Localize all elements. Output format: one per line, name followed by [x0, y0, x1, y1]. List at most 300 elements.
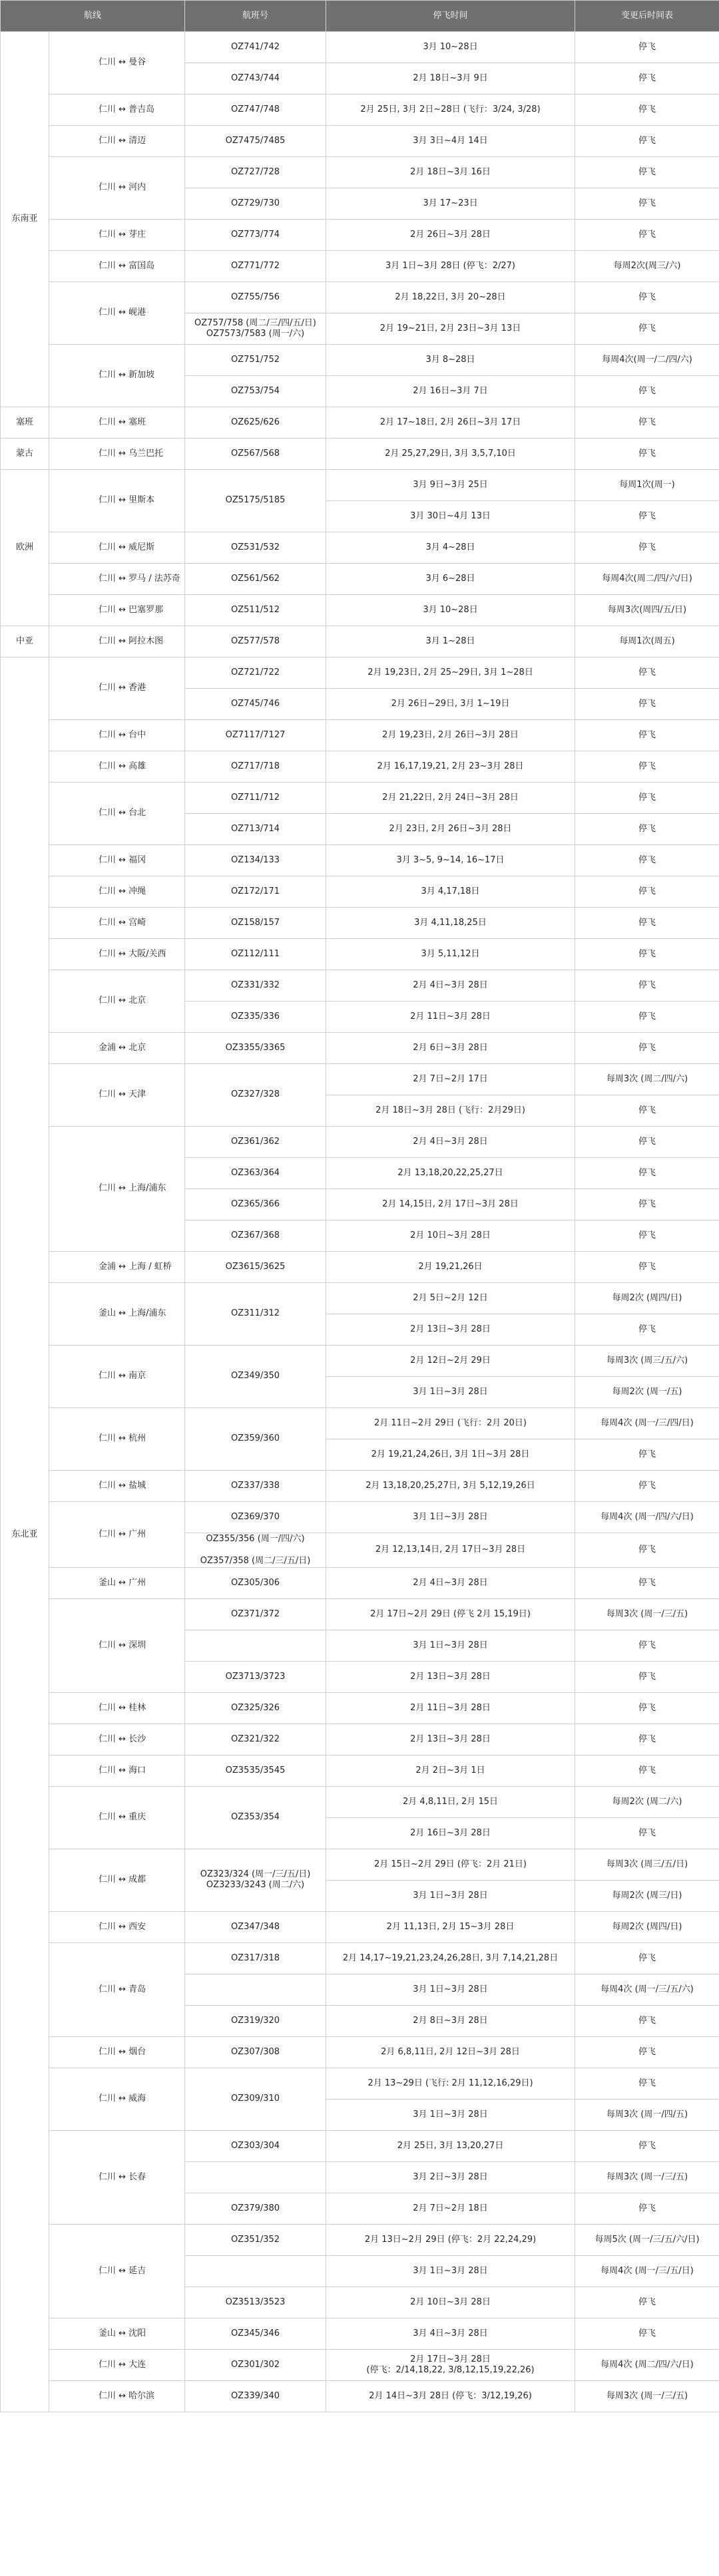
flight-cell: OZ339/340	[185, 2380, 326, 2412]
route-cell: 仁川 ↔ 富国岛	[49, 251, 185, 282]
schedule-cell: 停飞	[575, 751, 719, 783]
flight-cell: OZ311/312	[185, 1283, 326, 1346]
suspension-cell: 3月 10~28日	[326, 32, 575, 63]
schedule-cell: 停飞	[575, 1095, 719, 1127]
table-row	[1, 1942, 719, 1974]
flight-cell: OZ349/350	[185, 1346, 326, 1408]
table-row	[1, 595, 719, 626]
region-cell: 东南亚	[1, 32, 49, 407]
route-cell: 仁川 ↔ 南京	[49, 1346, 185, 1408]
route-cell: 仁川 ↔ 长春	[49, 2130, 185, 2224]
table-header-row	[1, 1, 719, 32]
schedule-cell: 停飞	[575, 1439, 719, 1471]
table-row	[1, 220, 719, 251]
flight-cell: OZ307/308	[185, 2036, 326, 2068]
route-cell: 仁川 ↔ 北京	[49, 970, 185, 1033]
route-cell: 仁川 ↔ 香港	[49, 657, 185, 720]
table-row	[1, 720, 719, 751]
flight-cell: OZ367/368	[185, 1220, 326, 1252]
flight-cell: OZ561/562	[185, 564, 326, 595]
suspension-cell: 2月 25日, 3月 13,20,27日	[326, 2130, 575, 2161]
table-row	[1, 657, 719, 689]
route-cell: 仁川 ↔ 桂林	[49, 1692, 185, 1724]
table-row	[1, 126, 719, 157]
flight-cell: OZ172/171	[185, 876, 326, 908]
suspension-cell: 2月 25,27,29日, 3月 3,5,7,10日	[326, 439, 575, 470]
schedule-cell: 停飞	[575, 2005, 719, 2036]
flight-cell: OZ3513/3523	[185, 2287, 326, 2318]
schedule-cell: 停飞	[575, 439, 719, 470]
suspension-cell: 3月 4日~3月 28日	[326, 2318, 575, 2349]
schedule-cell: 每周1次(周一)	[575, 470, 719, 501]
schedule-cell: 停飞	[575, 376, 719, 407]
schedule-cell: 停飞	[575, 1033, 719, 1064]
flight-cell: OZ567/568	[185, 439, 326, 470]
route-cell: 仁川 ↔ 哈尔滨	[49, 2380, 185, 2412]
flight-cell: OZ3615/3625	[185, 1252, 326, 1283]
schedule-cell: 每周2次(周三/六)	[575, 251, 719, 282]
route-cell: 仁川 ↔ 台中	[49, 720, 185, 751]
flight-cell: OZ321/322	[185, 1724, 326, 1755]
route-cell: 金浦 ↔ 北京	[49, 1033, 185, 1064]
suspension-cell: 2月 26日~3月 28日	[326, 220, 575, 251]
flight-cell: OZ745/746	[185, 689, 326, 720]
table-row	[1, 1849, 719, 1880]
suspension-cell: 2月 19,21,24,26日, 3月 1日~3月 28日	[326, 1439, 575, 1471]
flight-cell: OZ5175/5185	[185, 470, 326, 532]
table-row	[1, 1724, 719, 1755]
suspension-cell: 2月 18日~3月 16日	[326, 157, 575, 188]
schedule-cell: 停飞	[575, 220, 719, 251]
route-cell: 仁川 ↔ 大阪/关西	[49, 939, 185, 970]
schedule-cell: 停飞	[575, 1252, 719, 1283]
table-row	[1, 1786, 719, 1817]
flight-cell: OZ345/346	[185, 2318, 326, 2349]
suspension-cell: 2月 19,23日, 2月 26日~3月 28日	[326, 720, 575, 751]
route-cell: 仁川 ↔ 大连	[49, 2349, 185, 2380]
schedule-cell: 每周2次 (周四/日)	[575, 1911, 719, 1942]
table-row	[1, 1502, 719, 1533]
schedule-cell: 每周4次(周一/二/四/六)	[575, 345, 719, 376]
table-row	[1, 751, 719, 783]
suspension-cell: 2月 25日, 3月 2日~28日 (飞行：3/24, 3/28)	[326, 94, 575, 126]
route-cell: 仁川 ↔ 深圳	[49, 1598, 185, 1692]
route-cell: 釜山 ↔ 上海/浦东	[49, 1283, 185, 1346]
schedule-cell: 停飞	[575, 32, 719, 63]
schedule-cell: 停飞	[575, 876, 719, 908]
suspension-cell: 3月 1日~3月 28日	[326, 1880, 575, 1911]
route-cell: 仁川 ↔ 天津	[49, 1064, 185, 1127]
route-cell: 仁川 ↔ 罗马 / 法苏奇	[49, 564, 185, 595]
flight-cell: OZ365/366	[185, 1189, 326, 1220]
flight-cell: OZ158/157	[185, 908, 326, 939]
suspension-cell: 3月 1日~3月 28日	[326, 1974, 575, 2005]
route-cell: 仁川 ↔ 延吉	[49, 2224, 185, 2318]
schedule-cell: 停飞	[575, 783, 719, 814]
suspension-cell: 3月 1~28日	[326, 626, 575, 657]
schedule-cell: 每周1次(周五)	[575, 626, 719, 657]
flight-cell: OZ305/306	[185, 1567, 326, 1598]
schedule-cell: 停飞	[575, 1942, 719, 1974]
table-row	[1, 2224, 719, 2255]
table-row	[1, 1567, 719, 1598]
region-cell: 欧洲	[1, 470, 49, 626]
schedule-cell: 停飞	[575, 939, 719, 970]
route-cell: 仁川 ↔ 巴塞罗那	[49, 595, 185, 626]
suspension-cell: 2月 21,22日, 2月 24日~3月 28日	[326, 783, 575, 814]
route-cell: 仁川 ↔ 威尼斯	[49, 532, 185, 564]
schedule-cell: 停飞	[575, 1127, 719, 1158]
flight-cell: OZ577/578	[185, 626, 326, 657]
suspension-cell: 2月 4日~3月 28日	[326, 1127, 575, 1158]
table-row	[1, 908, 719, 939]
suspension-cell: 2月 13日~3月 28日	[326, 1661, 575, 1692]
flight-cell: OZ755/756	[185, 282, 326, 313]
route-cell: 仁川 ↔ 河内	[49, 157, 185, 220]
table-row	[1, 282, 719, 313]
suspension-cell: 2月 13,18,20,22,25,27日	[326, 1158, 575, 1189]
flight-cell: OZ717/718	[185, 751, 326, 783]
schedule-cell: 停飞	[575, 2193, 719, 2224]
flight-cell: OZ721/722	[185, 657, 326, 689]
table-row	[1, 345, 719, 376]
route-cell: 仁川 ↔ 成都	[49, 1849, 185, 1911]
schedule-cell: 停飞	[575, 407, 719, 439]
suspension-cell: 2月 26日~29日, 3月 1~19日	[326, 689, 575, 720]
suspension-cell: 2月 8日~3月 28日	[326, 2005, 575, 2036]
flight-cell: OZ325/326	[185, 1692, 326, 1724]
suspension-cell: 2月 10日~3月 28日	[326, 1220, 575, 1252]
region-cell: 塞班	[1, 407, 49, 439]
suspension-cell: 2月 11日~3月 28日	[326, 1692, 575, 1724]
suspension-cell: 2月 13,18,20,25,27日, 3月 5,12,19,26日	[326, 1471, 575, 1502]
suspension-cell: 3月 1日~3月 28日	[326, 1502, 575, 1533]
header-flight: 航班号	[185, 1, 326, 32]
table-row	[1, 1471, 719, 1502]
suspension-cell: 3月 17~23日	[326, 188, 575, 220]
schedule-cell: 停飞	[575, 970, 719, 1002]
table-row	[1, 2036, 719, 2068]
table-row	[1, 1127, 719, 1158]
route-cell: 仁川 ↔ 海口	[49, 1755, 185, 1786]
flight-cell	[185, 1630, 326, 1661]
route-cell: 仁川 ↔ 上海/浦东	[49, 1127, 185, 1252]
route-cell: 仁川 ↔ 长沙	[49, 1724, 185, 1755]
route-cell: 仁川 ↔ 盐城	[49, 1471, 185, 1502]
flight-cell	[185, 2255, 326, 2287]
suspension-cell: 2月 4日~3月 28日	[326, 970, 575, 1002]
schedule-cell: 停飞	[575, 2068, 719, 2099]
table-row	[1, 1692, 719, 1724]
schedule-cell: 每周4次 (周一/四/六/日)	[575, 1502, 719, 1533]
suspension-cell: 2月 16日~3月 7日	[326, 376, 575, 407]
schedule-cell: 停飞	[575, 126, 719, 157]
flight-cell: OZ7117/7127	[185, 720, 326, 751]
schedule-cell: 停飞	[575, 1661, 719, 1692]
table-row	[1, 783, 719, 814]
flight-cell: OZ347/348	[185, 1911, 326, 1942]
route-cell: 仁川 ↔ 新加坡	[49, 345, 185, 407]
suspension-cell: 2月 5日~2月 12日	[326, 1283, 575, 1314]
schedule-cell: 停飞	[575, 689, 719, 720]
schedule-cell: 停飞	[575, 814, 719, 845]
flight-cell: OZ303/304	[185, 2130, 326, 2161]
schedule-cell: 停飞	[575, 1692, 719, 1724]
schedule-cell: 停飞	[575, 501, 719, 532]
schedule-cell: 停飞	[575, 2036, 719, 2068]
flight-cell: OZ741/742	[185, 32, 326, 63]
suspension-cell: 2月 6,8,11日, 2月 12日~3月 28日	[326, 2036, 575, 2068]
flight-cell: OZ3713/3723	[185, 1661, 326, 1692]
flight-cell: OZ361/362	[185, 1127, 326, 1158]
route-cell: 仁川 ↔ 清迈	[49, 126, 185, 157]
schedule-cell: 停飞	[575, 1314, 719, 1346]
schedule-cell: 停飞	[575, 282, 719, 313]
suspension-cell: 2月 14,15日, 2月 17日~3月 28日	[326, 1189, 575, 1220]
schedule-cell: 每周4次(周二/四/六/日)	[575, 564, 719, 595]
schedule-cell: 停飞	[575, 1755, 719, 1786]
suspension-cell: 2月 18,22日, 3月 20~28日	[326, 282, 575, 313]
suspension-cell: 3月 2日~3月 28日	[326, 2161, 575, 2193]
suspension-cell: 2月 13~29日 (飞行: 2月 11,12,16,29日)	[326, 2068, 575, 2099]
flight-cell	[185, 1974, 326, 2005]
suspension-cell: 2月 19,21,26日	[326, 1252, 575, 1283]
flight-cell: OZ323/324 (周一/三/五/日) OZ3233/3243 (周二/六)	[185, 1849, 326, 1911]
suspension-cell: 3月 30日~4月 13日	[326, 501, 575, 532]
route-cell: 仁川 ↔ 杭州	[49, 1408, 185, 1471]
table-row	[1, 564, 719, 595]
route-cell: 仁川 ↔ 台北	[49, 783, 185, 845]
flight-cell: OZ727/728	[185, 157, 326, 188]
suspension-cell: 2月 10日~3月 28日	[326, 2287, 575, 2318]
suspension-cell: 3月 8~28日	[326, 345, 575, 376]
route-cell: 仁川 ↔ 高雄	[49, 751, 185, 783]
schedule-cell: 每周2次 (周三/日)	[575, 1880, 719, 1911]
route-cell: 仁川 ↔ 西安	[49, 1911, 185, 1942]
flight-cell: OZ371/372	[185, 1598, 326, 1630]
schedule-cell: 每周3次 (周一/三/五)	[575, 2161, 719, 2193]
flight-cell: OZ753/754	[185, 376, 326, 407]
schedule-cell: 每周3次 (周一/四/五)	[575, 2099, 719, 2130]
flight-cell: OZ379/380	[185, 2193, 326, 2224]
route-cell: 仁川 ↔ 福冈	[49, 845, 185, 876]
suspension-cell: 3月 4~28日	[326, 532, 575, 564]
route-cell: 釜山 ↔ 沈阳	[49, 2318, 185, 2349]
suspension-cell: 2月 16日~3月 28日	[326, 1817, 575, 1849]
suspension-cell: 3月 9日~3月 25日	[326, 470, 575, 501]
schedule-cell: 停飞	[575, 1533, 719, 1568]
header-route: 航线	[1, 1, 185, 32]
suspension-cell: 3月 10~28日	[326, 595, 575, 626]
suspension-cell: 2月 15日~2月 29日 (停飞：2月 21日)	[326, 1849, 575, 1880]
schedule-cell: 每周4次 (周一/三/五/六)	[575, 1974, 719, 2005]
schedule-cell: 每周4次 (周一/三/五/日)	[575, 2255, 719, 2287]
route-cell: 仁川 ↔ 烟台	[49, 2036, 185, 2068]
schedule-cell: 停飞	[575, 1158, 719, 1189]
flight-cell: OZ773/774	[185, 220, 326, 251]
suspension-cell: 3月 6~28日	[326, 564, 575, 595]
suspension-cell: 2月 6日~3月 28日	[326, 1033, 575, 1064]
schedule-cell: 停飞	[575, 1220, 719, 1252]
suspension-cell: 3月 5,11,12日	[326, 939, 575, 970]
suspension-cell: 3月 1日~3月 28日	[326, 1377, 575, 1408]
route-cell: 仁川 ↔ 威海	[49, 2068, 185, 2130]
route-cell: 仁川 ↔ 芽庄	[49, 220, 185, 251]
flight-cell: OZ729/730	[185, 188, 326, 220]
suspension-cell: 3月 3~5, 9~14, 16~17日	[326, 845, 575, 876]
route-cell: 仁川 ↔ 普吉岛	[49, 94, 185, 126]
suspension-cell: 3月 4,17,18日	[326, 876, 575, 908]
table-row	[1, 1408, 719, 1439]
table-row	[1, 2349, 719, 2380]
suspension-cell: 2月 19,23日, 2月 25~29日, 3月 1~28日	[326, 657, 575, 689]
table-row	[1, 470, 719, 501]
schedule-cell: 每周3次 (周一/三/五)	[575, 1598, 719, 1630]
schedule-cell: 每周3次 (周一/三/五)	[575, 2380, 719, 2412]
header-suspension: 停飞时间	[326, 1, 575, 32]
suspension-cell: 3月 1日~3月 28日	[326, 1630, 575, 1661]
schedule-cell: 停飞	[575, 720, 719, 751]
schedule-cell: 停飞	[575, 1189, 719, 1220]
flight-cell: OZ757/758 (周二/三/四/五/日) OZ7573/7583 (周一/六)	[185, 313, 326, 345]
schedule-cell: 停飞	[575, 94, 719, 126]
schedule-cell: 停飞	[575, 1724, 719, 1755]
suspension-cell: 2月 7日~2月 17日	[326, 1064, 575, 1095]
route-cell: 金浦 ↔ 上海 / 虹桥	[49, 1252, 185, 1283]
flight-cell: OZ309/310	[185, 2068, 326, 2130]
schedule-cell: 停飞	[575, 188, 719, 220]
table-row	[1, 157, 719, 188]
table-row	[1, 626, 719, 657]
schedule-cell: 每周3次 (周三/五/日)	[575, 1849, 719, 1880]
suspension-cell: 2月 23日, 2月 26日~3月 28日	[326, 814, 575, 845]
flight-cell: OZ531/532	[185, 532, 326, 564]
route-cell: 仁川 ↔ 岘港	[49, 282, 185, 345]
route-cell: 仁川 ↔ 阿拉木图	[49, 626, 185, 657]
flight-cell: OZ319/320	[185, 2005, 326, 2036]
suspension-cell: 2月 11日~3月 28日	[326, 1002, 575, 1033]
table-row	[1, 2068, 719, 2099]
suspension-cell: 2月 19~21日, 2月 23日~3月 13日	[326, 313, 575, 345]
table-row	[1, 1755, 719, 1786]
table-row	[1, 1598, 719, 1630]
table-row	[1, 1064, 719, 1095]
schedule-cell: 停飞	[575, 2318, 719, 2349]
suspension-cell: 2月 4,8,11日, 2月 15日	[326, 1786, 575, 1817]
flight-cell: OZ359/360	[185, 1408, 326, 1471]
table-row	[1, 876, 719, 908]
suspension-cell: 2月 13日~3月 28日	[326, 1314, 575, 1346]
schedule-cell: 停飞	[575, 63, 719, 94]
flight-cell: OZ711/712	[185, 783, 326, 814]
flight-cell: OZ363/364	[185, 1158, 326, 1189]
table-row	[1, 532, 719, 564]
schedule-cell: 每周2次 (周四/日)	[575, 1283, 719, 1314]
flight-cell: OZ353/354	[185, 1786, 326, 1849]
schedule-cell: 每周2次 (周一/五)	[575, 1377, 719, 1408]
schedule-cell: 每周4次 (周一/三/四/日)	[575, 1408, 719, 1439]
suspension-cell: 2月 12日~2月 29日	[326, 1346, 575, 1377]
region-cell: 蒙古	[1, 439, 49, 470]
flight-cell: OZ351/352	[185, 2224, 326, 2255]
flight-cell: OZ771/772	[185, 251, 326, 282]
schedule-cell: 停飞	[575, 1817, 719, 1849]
schedule-cell: 停飞	[575, 532, 719, 564]
schedule-cell: 停飞	[575, 908, 719, 939]
flight-cell: OZ3355/3365	[185, 1033, 326, 1064]
schedule-cell: 每周2次 (周二/六)	[575, 1786, 719, 1817]
flight-cell: OZ337/338	[185, 1471, 326, 1502]
flight-cell: OZ743/744	[185, 63, 326, 94]
flight-cell: OZ713/714	[185, 814, 326, 845]
route-cell: 仁川 ↔ 里斯本	[49, 470, 185, 532]
route-cell: 釜山 ↔ 广州	[49, 1567, 185, 1598]
suspension-cell: 2月 14日~3月 28日 (停飞：3/12,19,26)	[326, 2380, 575, 2412]
schedule-cell: 停飞	[575, 2287, 719, 2318]
suspension-cell: 3月 3日~4月 14日	[326, 126, 575, 157]
table-row	[1, 970, 719, 1002]
route-cell: 仁川 ↔ 冲绳	[49, 876, 185, 908]
suspension-cell: 2月 16,17,19,21, 2月 23~3月 28日	[326, 751, 575, 783]
flight-cell: OZ511/512	[185, 595, 326, 626]
region-cell: 东北亚	[1, 657, 49, 2412]
suspension-cell: 2月 17日~3月 28日 (停飞：2/14,18,22, 3/8,12,15,19,22,26)	[326, 2349, 575, 2380]
route-cell: 仁川 ↔ 曼谷	[49, 32, 185, 94]
schedule-cell: 每周3次 (周二/四/六)	[575, 1064, 719, 1095]
schedule-cell: 停飞	[575, 1471, 719, 1502]
route-cell: 仁川 ↔ 重庆	[49, 1786, 185, 1849]
flight-cell: OZ134/133	[185, 845, 326, 876]
table-row	[1, 1283, 719, 1314]
suspension-cell: 2月 17~18日, 2月 26日~3月 17日	[326, 407, 575, 439]
flight-cell: OZ625/626	[185, 407, 326, 439]
table-row	[1, 2130, 719, 2161]
suspension-cell: 2月 11,13日, 2月 15~3月 28日	[326, 1911, 575, 1942]
suspension-cell: 3月 4,11,18,25日	[326, 908, 575, 939]
table-row	[1, 2380, 719, 2412]
schedule-cell: 停飞	[575, 313, 719, 345]
schedule-cell: 每周4次 (周二/四/六/日)	[575, 2349, 719, 2380]
suspension-cell: 2月 13日~3月 28日	[326, 1724, 575, 1755]
flight-cell: OZ331/332	[185, 970, 326, 1002]
schedule-cell: 停飞	[575, 157, 719, 188]
suspension-cell: 3月 1日~3月 28日	[326, 2099, 575, 2130]
suspension-cell: 3月 1日~3月 28日	[326, 2255, 575, 2287]
table-row	[1, 845, 719, 876]
flight-cell	[185, 2161, 326, 2193]
table-row	[1, 407, 719, 439]
suspension-cell: 2月 4日~3月 28日	[326, 1567, 575, 1598]
suspension-cell: 2月 17日~2月 29日 (停飞 2月 15,19日)	[326, 1598, 575, 1630]
table-row	[1, 1033, 719, 1064]
flight-cell: OZ3535/3545	[185, 1755, 326, 1786]
route-cell: 仁川 ↔ 乌兰巴托	[49, 439, 185, 470]
suspension-cell: 2月 11日~2月 29日 (飞行：2月 20日)	[326, 1408, 575, 1439]
table-row	[1, 1346, 719, 1377]
region-cell: 中亚	[1, 626, 49, 657]
table-row	[1, 251, 719, 282]
schedule-cell: 停飞	[575, 1567, 719, 1598]
suspension-cell: 2月 13日~2月 29日 (停飞：2月 22,24,29)	[326, 2224, 575, 2255]
route-cell: 仁川 ↔ 塞班	[49, 407, 185, 439]
schedule-cell: 每周3次(周四/五/日)	[575, 595, 719, 626]
table-row	[1, 439, 719, 470]
schedule-cell: 停飞	[575, 845, 719, 876]
suspension-cell: 2月 14,17~19,21,23,24,26,28日, 3月 7,14,21,28日	[326, 1942, 575, 1974]
route-cell: 仁川 ↔ 广州	[49, 1502, 185, 1568]
table-row	[1, 32, 719, 63]
schedule-cell: 每周5次 (周一/三/五/六/日)	[575, 2224, 719, 2255]
